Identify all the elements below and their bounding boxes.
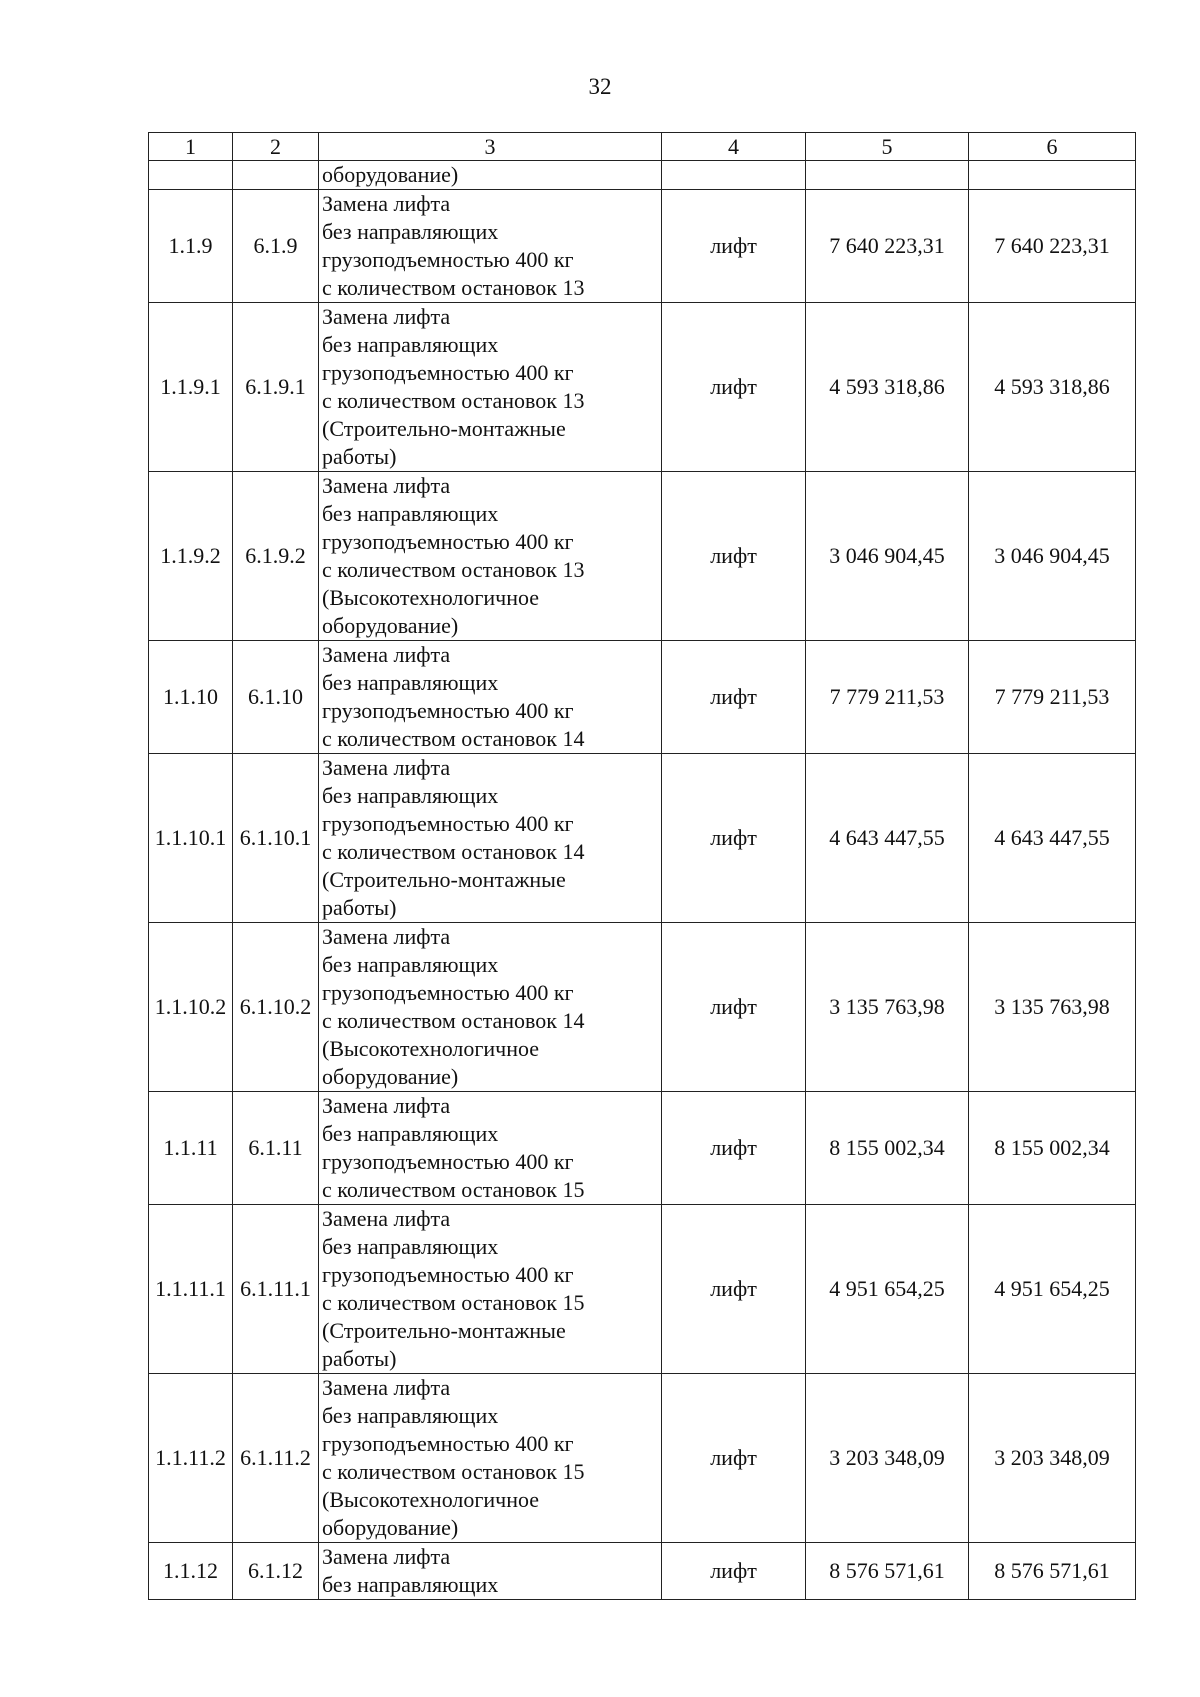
description-line: оборудование) bbox=[322, 1515, 459, 1540]
row-description bbox=[319, 1205, 662, 1374]
description-line: Замена лифта bbox=[322, 1206, 451, 1231]
description-line: с количеством остановок 15 bbox=[322, 1290, 585, 1315]
row-description bbox=[319, 1092, 662, 1205]
row-amount-6: 4 643 447,55 bbox=[969, 754, 1136, 923]
row-code-2: 6.1.10.1 bbox=[233, 754, 319, 923]
description-line: с количеством остановок 14 bbox=[322, 1008, 585, 1033]
row-code-1: 1.1.9.2 bbox=[149, 472, 233, 641]
row-code-1: 1.1.11 bbox=[149, 1092, 233, 1205]
description-line: оборудование) bbox=[322, 1064, 459, 1089]
row-description bbox=[319, 190, 662, 303]
description-line: грузоподъемностью 400 кг bbox=[322, 811, 574, 836]
row-description bbox=[319, 923, 662, 1092]
row-amount-5: 3 046 904,45 bbox=[806, 472, 969, 641]
table-header-row bbox=[149, 133, 1136, 161]
row-unit: лифт bbox=[662, 1543, 806, 1600]
row-unit: лифт bbox=[662, 641, 806, 754]
description-line: работы) bbox=[322, 895, 397, 920]
row-unit: лифт bbox=[662, 472, 806, 641]
row-description bbox=[319, 1374, 662, 1543]
description-line: без направляющих bbox=[322, 1572, 499, 1597]
row-amount-5: 3 203 348,09 bbox=[806, 1374, 969, 1543]
row-code-2: 6.1.11.1 bbox=[233, 1205, 319, 1374]
row-amount-6: 8 576 571,61 bbox=[969, 1543, 1136, 1600]
description-line: без направляющих bbox=[322, 332, 499, 357]
description-line: без направляющих bbox=[322, 952, 499, 977]
row-code-2: 6.1.9 bbox=[233, 190, 319, 303]
row-code-2: 6.1.11.2 bbox=[233, 1374, 319, 1543]
column-header-5: 5 bbox=[806, 133, 969, 161]
row-code-2: 6.1.10 bbox=[233, 641, 319, 754]
page-number: 32 bbox=[588, 74, 612, 99]
row-unit: лифт bbox=[662, 1205, 806, 1374]
row-unit: лифт bbox=[662, 754, 806, 923]
description-line: грузоподъемностью 400 кг bbox=[322, 360, 574, 385]
row-amount-6: 7 779 211,53 bbox=[969, 641, 1136, 754]
row-amount-6: 3 203 348,09 bbox=[969, 1374, 1136, 1543]
continuation-cell-6 bbox=[969, 161, 1136, 190]
row-code-2: 6.1.9.2 bbox=[233, 472, 319, 641]
row-description bbox=[319, 1543, 662, 1600]
row-code-1: 1.1.10.2 bbox=[149, 923, 233, 1092]
description-line: с количеством остановок 13 bbox=[322, 557, 585, 582]
description-line: грузоподъемностью 400 кг bbox=[322, 529, 574, 554]
description-line: без направляющих bbox=[322, 219, 499, 244]
row-code-2: 6.1.11 bbox=[233, 1092, 319, 1205]
description-line: Замена лифта bbox=[322, 191, 451, 216]
row-amount-5: 8 155 002,34 bbox=[806, 1092, 969, 1205]
row-amount-5: 8 576 571,61 bbox=[806, 1543, 969, 1600]
row-unit: лифт bbox=[662, 923, 806, 1092]
row-amount-5: 4 593 318,86 bbox=[806, 303, 969, 472]
description-line: грузоподъемностью 400 кг bbox=[322, 247, 574, 272]
row-code-2: 6.1.12 bbox=[233, 1543, 319, 1600]
row-code-1: 1.1.11.1 bbox=[149, 1205, 233, 1374]
row-description bbox=[319, 472, 662, 641]
continuation-cell-1 bbox=[149, 161, 233, 190]
description-line: грузоподъемностью 400 кг bbox=[322, 980, 574, 1005]
row-amount-5: 4 643 447,55 bbox=[806, 754, 969, 923]
column-header-2: 2 bbox=[233, 133, 319, 161]
description-line: работы) bbox=[322, 444, 397, 469]
row-amount-6: 3 046 904,45 bbox=[969, 472, 1136, 641]
description-line: (Высокотехнологичное bbox=[322, 1036, 540, 1061]
description-line: Замена лифта bbox=[322, 473, 451, 498]
row-code-1: 1.1.10 bbox=[149, 641, 233, 754]
row-unit: лифт bbox=[662, 1374, 806, 1543]
description-line: Замена лифта bbox=[322, 304, 451, 329]
row-code-2: 6.1.10.2 bbox=[233, 923, 319, 1092]
table-row bbox=[149, 754, 1136, 923]
row-unit: лифт bbox=[662, 1092, 806, 1205]
row-unit: лифт bbox=[662, 190, 806, 303]
row-code-1: 1.1.9.1 bbox=[149, 303, 233, 472]
description-line: с количеством остановок 14 bbox=[322, 726, 585, 751]
description-line: с количеством остановок 14 bbox=[322, 839, 585, 864]
table-row bbox=[149, 1092, 1136, 1205]
row-description bbox=[319, 641, 662, 754]
description-line: с количеством остановок 13 bbox=[322, 388, 585, 413]
description-line: (Высокотехнологичное bbox=[322, 585, 540, 610]
row-amount-6: 4 593 318,86 bbox=[969, 303, 1136, 472]
description-line: с количеством остановок 13 bbox=[322, 275, 585, 300]
row-amount-5: 4 951 654,25 bbox=[806, 1205, 969, 1374]
description-line: (Высокотехнологичное bbox=[322, 1487, 540, 1512]
row-amount-6: 8 155 002,34 bbox=[969, 1092, 1136, 1205]
table-row bbox=[149, 641, 1136, 754]
table-row bbox=[149, 923, 1136, 1092]
row-amount-6: 4 951 654,25 bbox=[969, 1205, 1136, 1374]
description-line: Замена лифта bbox=[322, 642, 451, 667]
continuation-cell-5 bbox=[806, 161, 969, 190]
column-header-1: 1 bbox=[149, 133, 233, 161]
description-line: без направляющих bbox=[322, 783, 499, 808]
table-row bbox=[149, 303, 1136, 472]
description-line: Замена лифта bbox=[322, 1375, 451, 1400]
row-code-1: 1.1.11.2 bbox=[149, 1374, 233, 1543]
description-line: без направляющих bbox=[322, 1121, 499, 1146]
table-row bbox=[149, 1374, 1136, 1543]
row-amount-6: 3 135 763,98 bbox=[969, 923, 1136, 1092]
table-row bbox=[149, 190, 1136, 303]
continuation-description: оборудование) bbox=[319, 161, 662, 190]
description-line: без направляющих bbox=[322, 501, 499, 526]
description-line: (Строительно-монтажные bbox=[322, 416, 566, 441]
column-header-4: 4 bbox=[662, 133, 806, 161]
description-line: Замена лифта bbox=[322, 755, 451, 780]
row-unit: лифт bbox=[662, 303, 806, 472]
description-line: грузоподъемностью 400 кг bbox=[322, 1149, 574, 1174]
continuation-cell-4 bbox=[662, 161, 806, 190]
description-line: работы) bbox=[322, 1346, 397, 1371]
row-description bbox=[319, 754, 662, 923]
continuation-cell-2 bbox=[233, 161, 319, 190]
row-code-1: 1.1.12 bbox=[149, 1543, 233, 1600]
table-row bbox=[149, 1543, 1136, 1600]
row-description bbox=[319, 303, 662, 472]
table-row bbox=[149, 1205, 1136, 1374]
description-line: без направляющих bbox=[322, 1403, 499, 1428]
description-line: Замена лифта bbox=[322, 924, 451, 949]
description-line: грузоподъемностью 400 кг bbox=[322, 1262, 574, 1287]
description-line: (Строительно-монтажные bbox=[322, 867, 566, 892]
description-line: без направляющих bbox=[322, 1234, 499, 1259]
description-line: без направляющих bbox=[322, 670, 499, 695]
description-line: Замена лифта bbox=[322, 1544, 451, 1569]
row-amount-5: 7 779 211,53 bbox=[806, 641, 969, 754]
description-line: с количеством остановок 15 bbox=[322, 1459, 585, 1484]
row-amount-5: 7 640 223,31 bbox=[806, 190, 969, 303]
column-header-6: 6 bbox=[969, 133, 1136, 161]
estimate-table bbox=[148, 132, 1136, 1600]
table-row bbox=[149, 472, 1136, 641]
description-line: грузоподъемностью 400 кг bbox=[322, 1431, 574, 1456]
column-header-3: 3 bbox=[319, 133, 662, 161]
row-code-1: 1.1.10.1 bbox=[149, 754, 233, 923]
row-code-2: 6.1.9.1 bbox=[233, 303, 319, 472]
row-code-1: 1.1.9 bbox=[149, 190, 233, 303]
description-line: Замена лифта bbox=[322, 1093, 451, 1118]
description-line: (Строительно-монтажные bbox=[322, 1318, 566, 1343]
row-amount-5: 3 135 763,98 bbox=[806, 923, 969, 1092]
continuation-row bbox=[149, 161, 1136, 190]
description-line: оборудование) bbox=[322, 613, 459, 638]
row-amount-6: 7 640 223,31 bbox=[969, 190, 1136, 303]
description-line: с количеством остановок 15 bbox=[322, 1177, 585, 1202]
description-line: грузоподъемностью 400 кг bbox=[322, 698, 574, 723]
